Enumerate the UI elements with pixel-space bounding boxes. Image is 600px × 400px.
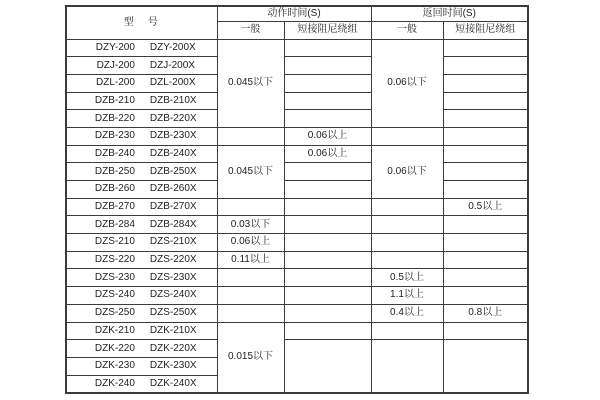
empty-cell	[443, 163, 528, 181]
model-name: DZK-230	[94, 360, 135, 372]
empty-cell	[217, 269, 284, 287]
model-cell	[66, 198, 217, 216]
model-name: DZS-210	[94, 236, 135, 248]
model-name-x: DZB-260X	[149, 183, 197, 195]
table-row	[66, 287, 528, 305]
table-row	[66, 216, 528, 234]
model-name: DZS-250	[94, 307, 135, 319]
value-cell-action-general: 0.03以下	[217, 216, 284, 234]
empty-cell	[443, 110, 528, 128]
model-name-x: DZK-230X	[149, 360, 197, 372]
table-row	[66, 322, 528, 340]
model-name: DZK-220	[94, 342, 135, 354]
model-name-x: DZB-210X	[149, 94, 197, 106]
empty-cell	[284, 287, 371, 305]
empty-cell	[443, 234, 528, 252]
model-name-x: DZB-220X	[149, 112, 197, 124]
value-cell-return-general: 0.4以上	[371, 304, 443, 322]
model-name: DZL-200	[96, 77, 135, 89]
empty-cell	[284, 198, 371, 216]
value-cell-return-damping: 0.5以上	[443, 198, 528, 216]
empty-cell	[217, 304, 284, 322]
model-name-x: DZS-220X	[149, 254, 197, 266]
model-name: DZS-230	[94, 271, 135, 283]
model-cell	[66, 269, 217, 287]
model-name-x: DZJ-200X	[149, 59, 195, 71]
action-damping-header: 短接阻尼绕组	[284, 21, 371, 39]
model-name: DZB-270	[94, 201, 135, 213]
table-row	[66, 57, 528, 75]
empty-cell	[443, 92, 528, 110]
empty-cell	[284, 181, 371, 199]
model-cell	[66, 340, 217, 358]
model-name: DZB-250	[94, 165, 135, 177]
empty-cell	[371, 234, 443, 252]
empty-cell	[217, 287, 284, 305]
empty-cell	[284, 163, 371, 181]
table-row	[66, 269, 528, 287]
action-general-header: 一般	[217, 21, 284, 39]
model-name: DZK-210	[94, 324, 135, 336]
model-header-cell: 型 号	[66, 6, 217, 39]
empty-cell	[284, 57, 371, 75]
model-cell	[66, 375, 217, 393]
table-row	[66, 92, 528, 110]
value-cell-return-general: 0.06以下	[371, 39, 443, 127]
model-name-x: DZS-240X	[149, 289, 197, 301]
empty-cell-merged	[443, 340, 528, 393]
empty-cell	[443, 39, 528, 57]
value-cell-action-damping: 0.06以上	[284, 145, 371, 163]
model-name-x: DZB-270X	[149, 201, 197, 213]
value-cell-return-general: 0.06以下	[371, 145, 443, 198]
empty-cell	[284, 216, 371, 234]
empty-cell	[443, 181, 528, 199]
model-name: DZB-284	[94, 218, 135, 230]
model-name-x: DZB-230X	[149, 130, 197, 142]
empty-cell	[443, 251, 528, 269]
return-time-header: 返回时间(S)	[371, 6, 528, 21]
model-name: DZB-260	[94, 183, 135, 195]
model-name: DZB-240	[94, 147, 135, 159]
model-name-x: DZB-250X	[149, 165, 197, 177]
table-row	[66, 127, 528, 145]
model-cell	[66, 304, 217, 322]
model-name-x: DZK-210X	[149, 324, 197, 336]
model-cell	[66, 234, 217, 252]
table-row	[66, 304, 528, 322]
value-cell-action-damping: 0.06以上	[284, 127, 371, 145]
empty-cell	[217, 198, 284, 216]
model-cell	[66, 163, 217, 181]
empty-cell	[371, 216, 443, 234]
model-cell	[66, 251, 217, 269]
table-row	[66, 110, 528, 128]
empty-cell	[284, 322, 371, 340]
value-cell-return-general: 1.1以上	[371, 287, 443, 305]
model-name-x: DZK-220X	[149, 342, 197, 354]
empty-cell	[443, 216, 528, 234]
empty-cell	[284, 251, 371, 269]
empty-cell	[443, 74, 528, 92]
return-general-header: 一般	[371, 21, 443, 39]
return-damping-header: 短接阻尼绕组	[443, 21, 528, 39]
table-row	[66, 39, 528, 57]
table-row	[66, 163, 528, 181]
table-row	[66, 340, 528, 358]
value-cell-action-general: 0.06以上	[217, 234, 284, 252]
empty-cell	[371, 251, 443, 269]
model-name: DZB-210	[94, 94, 135, 106]
model-cell	[66, 110, 217, 128]
model-name-x: DZB-240X	[149, 147, 197, 159]
model-cell	[66, 57, 217, 75]
empty-cell	[371, 198, 443, 216]
model-name-x: DZY-200X	[149, 41, 196, 53]
model-cell	[66, 216, 217, 234]
model-name: DZB-220	[94, 112, 135, 124]
relay-timing-table	[65, 5, 529, 394]
empty-cell	[443, 269, 528, 287]
empty-cell	[284, 92, 371, 110]
model-cell	[66, 357, 217, 375]
empty-cell	[371, 322, 443, 340]
empty-cell	[284, 304, 371, 322]
model-cell	[66, 127, 217, 145]
empty-cell	[443, 145, 528, 163]
value-cell-action-general: 0.015以下	[217, 322, 284, 393]
value-cell-action-general: 0.11以上	[217, 251, 284, 269]
model-cell	[66, 92, 217, 110]
table-row	[66, 251, 528, 269]
model-cell	[66, 74, 217, 92]
table-row	[66, 234, 528, 252]
empty-cell	[443, 57, 528, 75]
model-name-x: DZK-240X	[149, 377, 197, 389]
table-row	[66, 181, 528, 199]
model-name: DZJ-200	[96, 59, 135, 71]
model-name: DZS-220	[94, 254, 135, 266]
model-cell	[66, 181, 217, 199]
action-time-header: 动作时间(S)	[217, 6, 371, 21]
empty-cell	[443, 127, 528, 145]
table-row	[66, 145, 528, 163]
empty-cell	[443, 287, 528, 305]
empty-cell	[217, 127, 284, 145]
empty-cell	[284, 234, 371, 252]
model-name-x: DZB-284X	[149, 218, 197, 230]
empty-cell	[284, 74, 371, 92]
model-name: DZK-240	[94, 377, 135, 389]
value-cell-action-general: 0.045以下	[217, 39, 284, 127]
model-name-x: DZS-230X	[149, 271, 197, 283]
empty-cell-merged	[284, 340, 371, 393]
model-cell	[66, 287, 217, 305]
empty-cell	[371, 127, 443, 145]
model-name: DZS-240	[94, 289, 135, 301]
value-cell-return-damping: 0.8以上	[443, 304, 528, 322]
empty-cell-merged	[371, 340, 443, 393]
model-cell	[66, 39, 217, 57]
model-cell	[66, 145, 217, 163]
value-cell-return-general: 0.5以上	[371, 269, 443, 287]
empty-cell	[284, 39, 371, 57]
table-row	[66, 74, 528, 92]
model-name: DZY-200	[95, 41, 135, 53]
empty-cell	[284, 269, 371, 287]
model-name-x: DZL-200X	[149, 77, 196, 89]
model-cell	[66, 322, 217, 340]
table-row	[66, 198, 528, 216]
model-name: DZB-230	[94, 130, 135, 142]
model-name-x: DZS-250X	[149, 307, 197, 319]
model-name-x: DZS-210X	[149, 236, 197, 248]
empty-cell	[284, 110, 371, 128]
value-cell-action-general: 0.045以下	[217, 145, 284, 198]
empty-cell	[443, 322, 528, 340]
